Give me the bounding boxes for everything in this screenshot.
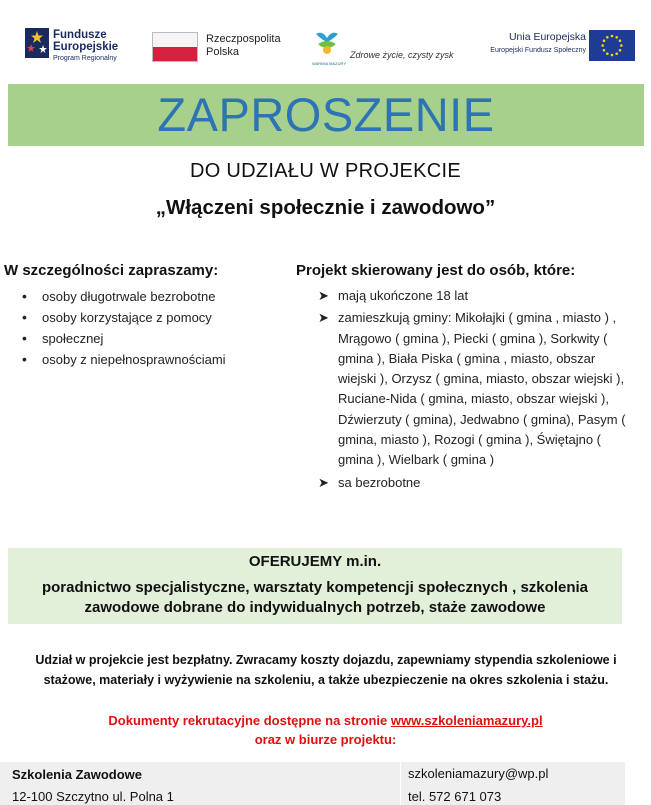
polish-flag-icon: [152, 32, 198, 62]
ue-sub: Europejski Fundusz Społeczny: [490, 47, 586, 54]
rp-line2: Polska: [206, 46, 240, 58]
unia-europejska-logo: [488, 30, 643, 80]
eu-flag-icon: [589, 30, 635, 61]
warmia-mazury-emblem-icon: [312, 28, 342, 60]
documents-notice: [0, 711, 651, 749]
project-name: „Włączeni społecznie i zawodowo”: [155, 196, 496, 219]
subtitle: DO UDZIAŁU W PROJEKCIE: [189, 160, 462, 182]
fundusze-europejskie-logo: [25, 26, 155, 76]
list-item-text: zamieszkują gminy: Mikołajki ( gmina , miasto ) , Mrągowo ( gmina ), Piecki ( gmina ), Sorkwity ( gmina ), Biała Piska ( gmina , miasto, obszar wiejski ), Orzysz ( gmina, miasto, obszar wiejski ), Ruciane-Nida ( gmina, miasto, obszar wiejski ), Dźwierzuty ( gmina), Jedwabno ( gmina), Pasym ( gmina, miasto ), Rozogi ( gmina ), Świętajno ( gmina ), Wielbark ( gmina ): [338, 310, 626, 468]
list-item: [296, 286, 646, 306]
contact-email[interactable]: szkoleniamazury@wp.pl: [408, 766, 549, 781]
website-link[interactable]: www.szkoleniamazury.pl: [390, 713, 543, 728]
ue-title: Unia Europejska: [508, 31, 586, 43]
target-groups-section: [4, 262, 289, 370]
logo-bar: [0, 22, 651, 72]
contact-name: Szkolenia Zawodowe: [12, 767, 143, 782]
list-item: • osoby korzystające z pomocy: [4, 307, 289, 328]
fe-line1: Fundusze: [53, 29, 107, 41]
rp-line1: Rzeczpospolita: [206, 33, 281, 45]
eligibility-list: [296, 286, 646, 493]
arrow-icon: ➤: [318, 310, 329, 326]
arrow-icon: ➤: [318, 474, 329, 490]
contact-table: [0, 762, 625, 805]
wm-small-text: WARMIA MAZURY: [312, 61, 347, 66]
contact-phone[interactable]: tel. 572 671 073: [408, 789, 502, 804]
list-item: • osoby długotrwale bezrobotne: [4, 286, 289, 307]
list-item: • społecznej: [4, 328, 289, 349]
list-item: [296, 473, 646, 493]
docs-text: Dokumenty rekrutacyjne dostępne na stronie: [108, 713, 391, 728]
fe-line2: Europejskie: [53, 41, 119, 53]
list-item: • osoby z niepełnosprawnościami: [4, 349, 289, 370]
list-item: [296, 308, 646, 470]
offer-title: OFERUJEMY m.in.: [248, 553, 382, 570]
header-banner: [8, 84, 644, 146]
eligibility-section: [296, 262, 646, 495]
contact-divider: [400, 762, 401, 805]
wm-slogan: Zdrowe życie, czysty zysk: [350, 50, 454, 60]
offer-section: [8, 548, 622, 624]
docs-office-text: oraz w biurze projektu:: [254, 732, 397, 747]
offer-body: poradnictwo specjalistyczne, warsztaty kompetencji społecznych , szkolenia zawodowe dobrane do indywidualnych potrzeb, staże zawodowe: [41, 579, 588, 616]
banner-title: ZAPROSZENIE: [157, 88, 495, 141]
target-groups-list: [4, 286, 289, 370]
rzeczpospolita-logo: [152, 32, 292, 82]
list-item-text: mają ukończone 18 lat: [338, 288, 469, 303]
participation-info: Udział w projekcie jest bezpłatny. Zwracamy koszty dojazdu, zapewniamy stypendia szkoleniowe i stażowe, materiały i wyżywienie na szkoleniu, a także ubezpieczenie na okres szkolenia i stażu.: [35, 653, 617, 687]
eligibility-heading: Projekt skierowany jest do osób, które:: [296, 262, 576, 279]
list-item-text: sa bezrobotne: [338, 474, 421, 490]
contact-address: 12-100 Szczytno ul. Polna 1: [12, 789, 174, 804]
warmia-mazury-logo: [312, 28, 472, 78]
target-groups-heading: W szczególności zapraszamy:: [4, 262, 219, 279]
fe-sub: Program Regionalny: [53, 55, 117, 62]
arrow-icon: ➤: [318, 288, 329, 303]
fe-stars-icon: [25, 28, 49, 58]
